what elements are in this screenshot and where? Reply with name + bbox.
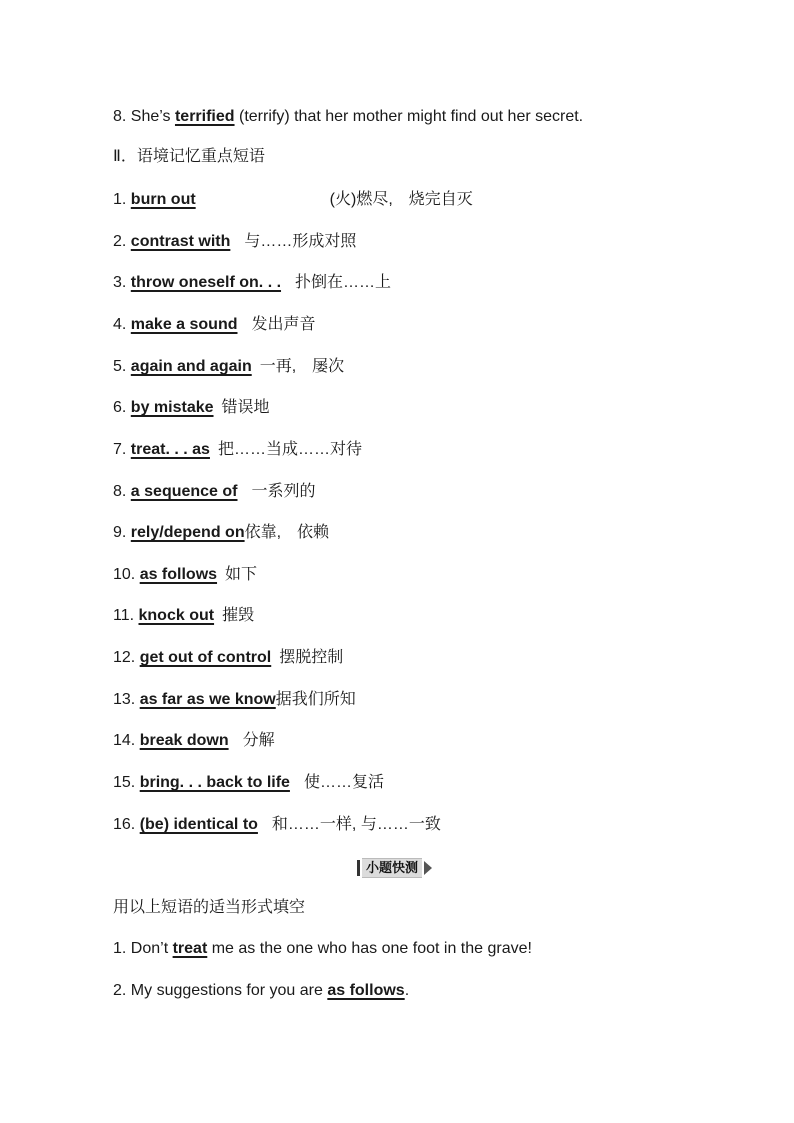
phrase-item	[113, 690, 356, 710]
phrase-item	[113, 565, 257, 585]
phrase-answer: by mistake	[130, 399, 214, 416]
phrase-number: 14.	[113, 732, 140, 749]
quiz-item-prefix: 1. Don’t	[113, 940, 173, 957]
phrase-answer: treat. . . as	[130, 441, 210, 458]
phrase-answer: (be) identical to	[139, 816, 258, 833]
phrase-number: 4.	[113, 316, 131, 333]
phrase-meaning: 和……一样, 与……一致	[271, 816, 441, 833]
phrase-item	[113, 357, 344, 377]
phrase-item	[113, 440, 362, 460]
exercise-item-8	[113, 107, 583, 127]
phrase-answer: again and again	[130, 358, 252, 375]
phrase-item	[113, 731, 275, 751]
phrase-number: 9.	[113, 524, 131, 541]
phrase-answer: make a sound	[130, 316, 238, 333]
phrase-meaning: 一系列的	[251, 483, 316, 500]
phrase-answer: bring. . . back to life	[139, 774, 290, 791]
phrase-number: 10.	[113, 566, 140, 583]
phrase-answer: rely/depend on	[130, 524, 245, 541]
phrase-item	[113, 648, 343, 668]
phrase-item	[113, 315, 316, 335]
phrase-answer: knock out	[138, 607, 215, 624]
quiz-item-suffix: me as the one who has one foot in the grave!	[207, 940, 532, 957]
phrase-item	[113, 606, 254, 626]
phrase-meaning: 使……复活	[303, 774, 384, 791]
item-prefix: 8. She’s	[113, 108, 175, 125]
triangle-right-icon	[424, 861, 432, 875]
phrase-meaning: 如下	[225, 566, 258, 583]
phrase-item	[113, 273, 391, 293]
phrase-number: 7.	[113, 441, 131, 458]
phrase-number: 6.	[113, 399, 131, 416]
phrase-meaning: 与……形成对照	[244, 233, 357, 250]
phrase-item	[113, 773, 384, 793]
phrase-meaning: 把……当成……对待	[217, 441, 362, 458]
quiz-item-prefix: 2. My suggestions for you are	[113, 982, 328, 999]
phrase-meaning: 错误地	[221, 399, 270, 416]
phrase-answer: break down	[139, 732, 229, 749]
quiz-instruction: 用以上短语的适当形式填空	[113, 899, 306, 916]
phrase-meaning: (火)燃尽, 烧完自灭	[329, 191, 473, 208]
phrase-number: 8.	[113, 483, 131, 500]
phrase-item	[113, 523, 329, 543]
phrase-answer: throw oneself on. . .	[130, 274, 282, 291]
answer-terrified: terrified	[174, 108, 235, 125]
quiz-answer: as follows	[327, 982, 405, 999]
phrase-item	[113, 815, 441, 835]
section-title: Ⅱ．语境记忆重点短语	[113, 148, 265, 165]
quiz-banner	[357, 859, 432, 877]
phrase-answer: contrast with	[130, 233, 231, 250]
phrase-number: 16.	[113, 816, 140, 833]
phrase-item	[113, 232, 356, 252]
quiz-item-suffix: .	[404, 982, 410, 999]
phrase-number: 5.	[113, 358, 131, 375]
quiz-answer: treat	[172, 940, 208, 957]
quiz-item-1	[113, 939, 532, 959]
phrase-meaning: 据我们所知	[275, 691, 356, 708]
quiz-item-2	[113, 981, 409, 1001]
phrase-number: 13.	[113, 691, 140, 708]
phrase-meaning: 依靠, 依赖	[244, 524, 330, 541]
item-suffix: (terrify) that her mother might find out her secret.	[234, 108, 584, 125]
phrase-meaning: 扑倒在……上	[295, 274, 392, 291]
phrase-meaning: 分解	[242, 732, 275, 749]
phrase-item	[113, 482, 316, 502]
phrase-item	[113, 398, 270, 418]
phrase-number: 1.	[113, 191, 131, 208]
phrase-answer: get out of control	[139, 649, 272, 666]
phrase-meaning: 一再, 屡次	[259, 358, 345, 375]
banner-bar-icon	[357, 860, 360, 876]
phrase-meaning: 摆脱控制	[279, 649, 344, 666]
phrase-meaning: 摧毁	[222, 607, 255, 624]
phrase-number: 15.	[113, 774, 140, 791]
phrase-number: 2.	[113, 233, 131, 250]
quiz-banner-label: 小题快测	[362, 858, 422, 878]
phrase-answer: as far as we know	[139, 691, 276, 708]
phrase-answer: as follows	[139, 566, 218, 583]
phrase-number: 11.	[113, 607, 139, 624]
phrase-answer: burn out	[130, 191, 196, 208]
phrase-number: 12.	[113, 649, 140, 666]
phrase-number: 3.	[113, 274, 131, 291]
phrase-answer: a sequence of	[130, 483, 238, 500]
phrase-meaning: 发出声音	[251, 316, 316, 333]
phrase-item	[113, 190, 473, 210]
